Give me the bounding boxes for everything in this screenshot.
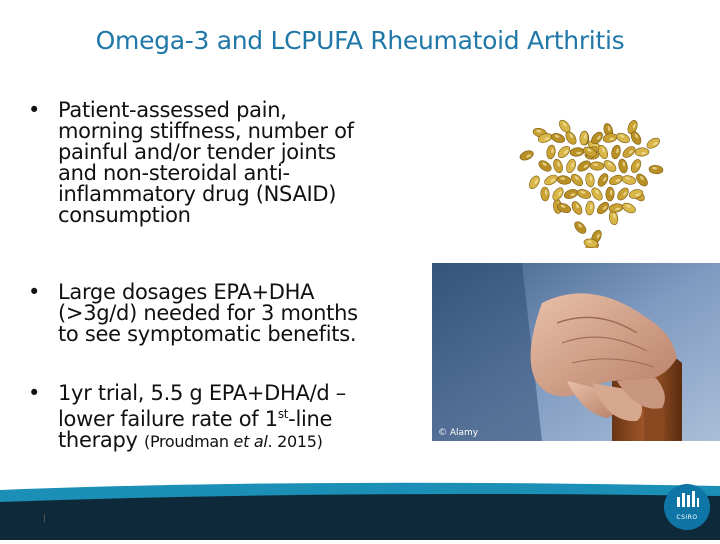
capsule xyxy=(576,188,592,200)
capsule xyxy=(543,173,559,187)
capsule xyxy=(602,132,617,143)
capsule xyxy=(635,148,649,157)
csiro-logo xyxy=(664,484,710,530)
bullet-1-line: and non-steroidal anti- xyxy=(58,161,290,185)
bullet-1-line: inflammatory drug (NSAID) xyxy=(58,182,337,206)
capsule xyxy=(615,186,630,202)
capsule xyxy=(563,188,579,201)
capsule xyxy=(519,149,535,162)
capsule xyxy=(649,165,664,175)
capsule xyxy=(565,158,578,174)
footer-band xyxy=(0,478,720,540)
capsule xyxy=(621,144,637,159)
bullet-2-line: Large dosages EPA+DHA xyxy=(58,280,315,304)
capsule xyxy=(576,159,592,174)
capsule xyxy=(556,175,571,185)
capsule xyxy=(570,147,585,157)
arthritic-hands-photo xyxy=(432,263,720,441)
bullet-3-line xyxy=(58,404,346,430)
capsule xyxy=(590,186,605,202)
bullet-2-text xyxy=(58,282,358,345)
capsule xyxy=(634,172,649,188)
capsule xyxy=(569,172,585,188)
capsule xyxy=(550,132,566,145)
capsule xyxy=(585,201,595,216)
bullet-2-line: to see symptomatic benefits. xyxy=(58,322,357,346)
capsule xyxy=(602,158,618,173)
bullet-3-text-run: -line xyxy=(288,407,333,431)
csiro-logo-text: CSIRO xyxy=(676,514,698,521)
capsule xyxy=(537,159,553,174)
capsule xyxy=(621,174,637,185)
footer-divider xyxy=(44,514,45,522)
capsule xyxy=(617,158,628,174)
bullet-1-line: painful and/or tender joints xyxy=(58,140,336,164)
bullet-dot: • xyxy=(28,381,41,405)
capsule xyxy=(546,144,556,159)
capsule xyxy=(540,187,549,201)
bullet-3-text-run: lower failure rate of 1 xyxy=(58,407,278,431)
capsule xyxy=(629,158,642,174)
capsule xyxy=(590,161,604,170)
capsule xyxy=(596,172,610,188)
bullet-1-line: consumption xyxy=(58,203,191,227)
capsule xyxy=(615,131,631,145)
bullet-3-line: 1yr trial, 5.5 g EPA+DHA/d – xyxy=(58,381,346,405)
superscript: st xyxy=(277,407,289,421)
bullet-1-line: Patient-assessed pain, xyxy=(58,98,287,122)
bullet-3-text-run: therapy xyxy=(58,428,144,452)
bullet-3-text xyxy=(58,383,346,452)
capsule xyxy=(552,158,564,174)
capsule xyxy=(585,172,595,187)
capsule xyxy=(556,144,572,160)
capsule xyxy=(621,201,637,215)
bullet-dot: • xyxy=(28,98,41,122)
bullet-2-line: (>3g/d) needed for 3 months xyxy=(58,301,358,325)
fish-oil-heart-image xyxy=(517,108,667,248)
bullet-dot: • xyxy=(28,280,41,304)
capsule xyxy=(610,144,622,160)
bullet-3-line xyxy=(58,430,346,452)
capsule xyxy=(645,136,661,151)
capsule xyxy=(570,200,584,216)
capsule xyxy=(551,186,566,202)
photo-credit: © Alamy xyxy=(438,428,479,438)
capsule xyxy=(606,187,615,201)
bullet-1-line: morning stiffness, number of xyxy=(58,119,354,143)
citation: (Proudman et al. 2015) xyxy=(144,432,323,451)
bullet-1-text xyxy=(58,100,354,226)
capsule xyxy=(608,173,624,186)
capsule xyxy=(595,200,611,216)
capsule xyxy=(527,174,541,190)
slide-title: Omega-3 and LCPUFA Rheumatoid Arthritis xyxy=(95,26,625,55)
capsule xyxy=(572,220,588,236)
